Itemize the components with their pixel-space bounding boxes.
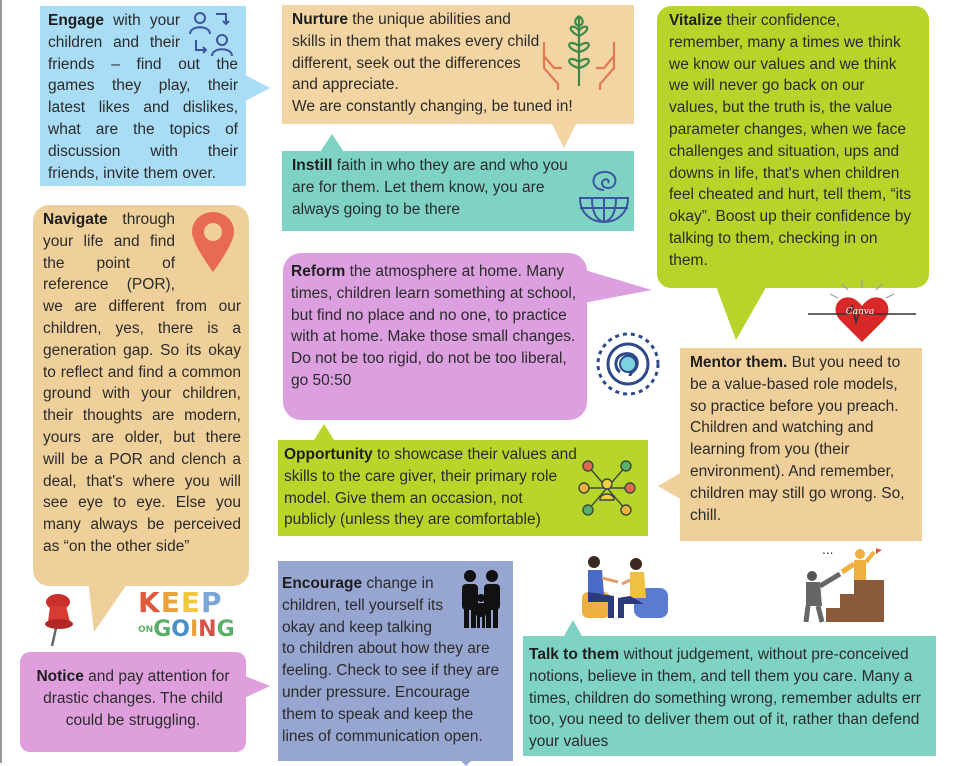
helping-stairs-icon (800, 543, 884, 624)
vitalize-card (657, 6, 929, 288)
keep-letter: K (138, 586, 161, 619)
going-letter: I (189, 617, 199, 642)
opportunity-title: Opportunity (284, 446, 373, 463)
talk-text: without judgement, without pre-conceived notions, believe in them, and tell them you care. Many a times, children do something wrong, remember adults err too, you need to deliver them out of it, rather than defend your values (529, 646, 921, 751)
reform-text: the atmosphere at home. Many times, children learn something at school, but find no place and no one, to practice with at home. Make those small changes. Do not be too rigid, do not be too liberal, go 50:50 (291, 263, 577, 389)
keep-letter: E (180, 586, 201, 619)
reform-card (283, 253, 587, 420)
notice-text: and pay attention for drastic changes. The child could be struggling. (43, 668, 230, 729)
opportunity-text: to showcase their values and skills to the care giver, their primary role model. Give them an occasion, not publicly (unless they are comfortable) (284, 446, 577, 529)
left-border (0, 0, 2, 763)
talk-title: Talk to them (529, 646, 620, 663)
going-logo (138, 618, 235, 642)
users-swap-icon (186, 10, 238, 58)
opportunity-tail (314, 424, 334, 440)
talk-tail (564, 620, 582, 636)
instill-text: faith in who they are and who you are for them. Let them know, you are always going to be there (292, 157, 568, 218)
network-people-icon (578, 458, 636, 518)
nurture-text: the unique abilities and skills in them that makes every child different, seek out the differences and appreciate. (292, 11, 540, 94)
engage-text: with your children and their friends – find out the games they play, their latest likes and dislikes, what are the topics of discussion with their friends, invite them over. (48, 12, 238, 182)
keep-going-logo (138, 586, 223, 619)
nurture-text-2: We are constantly changing, be tuned in! (292, 98, 573, 116)
globe-spiral-icon (576, 168, 632, 224)
nurture-tail (550, 120, 578, 148)
heart-label: Canva (845, 307, 875, 317)
svg-text:...: ... (822, 543, 834, 557)
gear-head-icon (588, 328, 668, 400)
navigate-tail (88, 580, 130, 632)
nurture-title: Nurture (292, 11, 348, 28)
notice-card (20, 652, 246, 752)
talk-card (523, 636, 936, 756)
vitalize-text: their confidence, remember, many a times we think we know our values and we think we will never go back on our values, but the truth is, the value parameter changes, when we face challenges and situation, ups and downs in life, that's when children feel cheated and hurt, tell them, “its okay”. Boost up their confidence by talking to them, checking in on them. (669, 12, 912, 269)
vitalize-title: Vitalize (669, 12, 723, 29)
hands-plant-icon (536, 12, 622, 92)
going-letter: G (153, 617, 172, 642)
instill-title: Instill (292, 157, 333, 174)
keep-letter: E (160, 586, 181, 619)
location-pin-icon (190, 210, 236, 274)
push-pin-icon (36, 592, 80, 648)
on-word: ON (138, 625, 154, 635)
encourage-title: Encourage (282, 575, 363, 592)
mentor-card (680, 348, 922, 541)
mentor-text: But you need to be a value-based role models, so practice before you preach. Children and watching and learning from you (their environment). And remember, children may still go wrong. So, chill. (690, 354, 905, 524)
going-letter: O (171, 617, 190, 642)
keep-letter: P (200, 586, 223, 619)
navigate-text: through your life and find the point of reference (POR), we are different from our children, yes, there is a generation gap. So its okay to reflect and find a common ground with your children, their thoughts are modern, yours are older, but there will be a POR and clench a deal, that's where you will see eye to eye. Else you many always be perceived as “on the other side” (43, 211, 241, 555)
heart-monitor-icon (808, 284, 916, 344)
navigate-title: Navigate (43, 211, 108, 228)
encourage-text: change in children, tell yourself its okay and keep talking to children about how they are feeling. Check to see if they are under pressure. Encourage them to speak and keep the lines of communication open. (282, 575, 500, 745)
family-icon (456, 568, 508, 630)
notice-title: Notice (36, 668, 84, 685)
conversation-icon (574, 552, 674, 626)
instill-tail (320, 134, 344, 152)
mentor-tail (658, 472, 682, 500)
going-letter: N (198, 617, 217, 642)
reform-tail (578, 268, 652, 304)
engage-title: Engage (48, 12, 104, 29)
reform-title: Reform (291, 263, 346, 280)
mentor-title: Mentor them. (690, 354, 788, 371)
going-letter: G (216, 617, 235, 642)
